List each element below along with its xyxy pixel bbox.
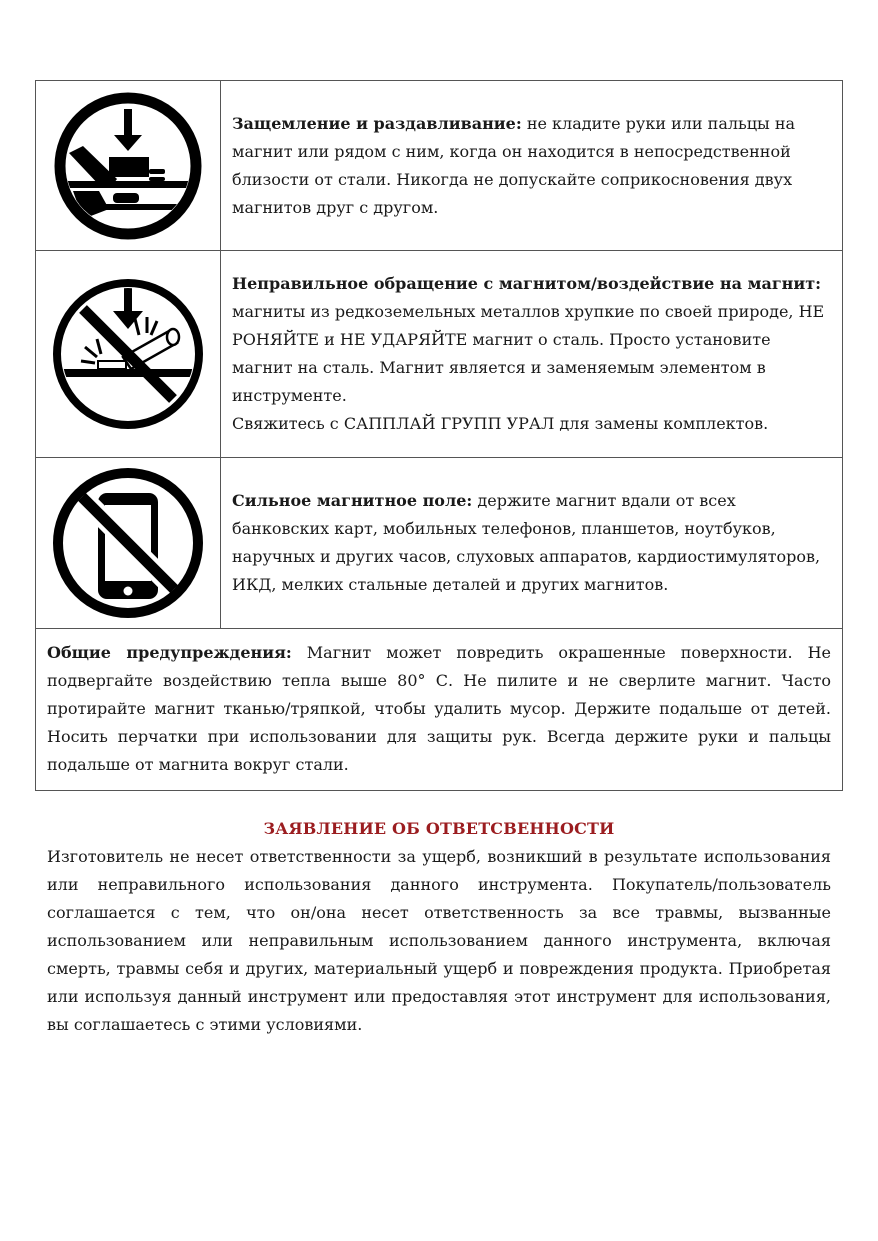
warning-note: Свяжитесь с САППЛАЙ ГРУПП УРАЛ для замены комплектов.: [232, 414, 769, 433]
warning-title: Сильное магнитное поле:: [232, 491, 473, 510]
warning-icon-cell: [36, 251, 221, 458]
crush-hazard-icon: [36, 91, 220, 241]
warnings-table: [35, 80, 843, 791]
warning-body: магниты из редкоземельных металлов хрупкие по своей природе, НЕ РОНЯЙТЕ и НЕ УДАРЯЙТЕ магнит о сталь. Просто установите магнит на сталь. Магнит является и заменяемым элементом в инструменте.: [232, 302, 825, 405]
general-warnings: [36, 629, 843, 791]
warning-row-general: [36, 629, 843, 791]
general-warnings-title: Общие предупреждения:: [47, 643, 292, 662]
warning-icon-cell: [36, 458, 221, 629]
warning-icon-cell: [36, 81, 221, 251]
disclaimer-heading: ЗАЯВЛЕНИЕ ОБ ОТВЕТСВЕННОСТИ: [263, 819, 615, 838]
disclaimer-text: Изготовитель не несет ответственности за ущерб, возникший в результате использования или неправильного использования данного инструмента. Покупатель/пользователь соглашается с тем, что он/она несет ответственность за все травмы, вызванные использованием или неправильным использованием данного инструмента, включая смерть, травмы себя и других, материальный ущерб и повреждения продукта. Приобретая или используя данный инструмент или предоставляя этот инструмент для использования, вы соглашаетесь с этими условиями.: [47, 847, 831, 1034]
warning-text-impact: [221, 251, 843, 458]
warning-body: не кладите руки или пальцы на магнит или рядом с ним, когда он находится в непосредственной близости от стали. Никогда не допускайте соприкосновения двух магнитов друг с другом.: [232, 113, 796, 217]
disclaimer-section: [47, 815, 831, 1039]
warning-title: Неправильное обращение с магнитом/воздействие на магнит:: [232, 274, 822, 293]
no-phone-icon: [36, 467, 220, 619]
warning-body: держите магнит вдали от всех банковских карт, мобильных телефонов, планшетов, ноутбуков, наручных и других часов, слуховых аппаратов, кардиостимуляторов, ИКД, мелких стальные деталей и других магнитов.: [232, 491, 821, 594]
warning-row-magnetic-field: [36, 458, 843, 629]
warning-text-magnetic-field: [221, 458, 843, 629]
warning-row-crush: [36, 81, 843, 251]
warning-row-impact: [36, 251, 843, 458]
warning-text-crush: [221, 81, 843, 251]
general-warnings-text: Магнит может повредить окрашенные поверхности. Не подвергайте воздействию тепла выше 80° С. Не пилите и не сверлите магнит. Часто протирайте магнит тканью/тряпкой, чтобы удалить мусор. Держите подальше от детей. Носить перчатки при использовании для защиты рук. Всегда держите руки и пальцы подальше от магнита вокруг стали.: [47, 643, 832, 774]
warning-title: Защемление и раздавливание:: [232, 113, 522, 133]
no-impact-icon: [36, 277, 220, 431]
